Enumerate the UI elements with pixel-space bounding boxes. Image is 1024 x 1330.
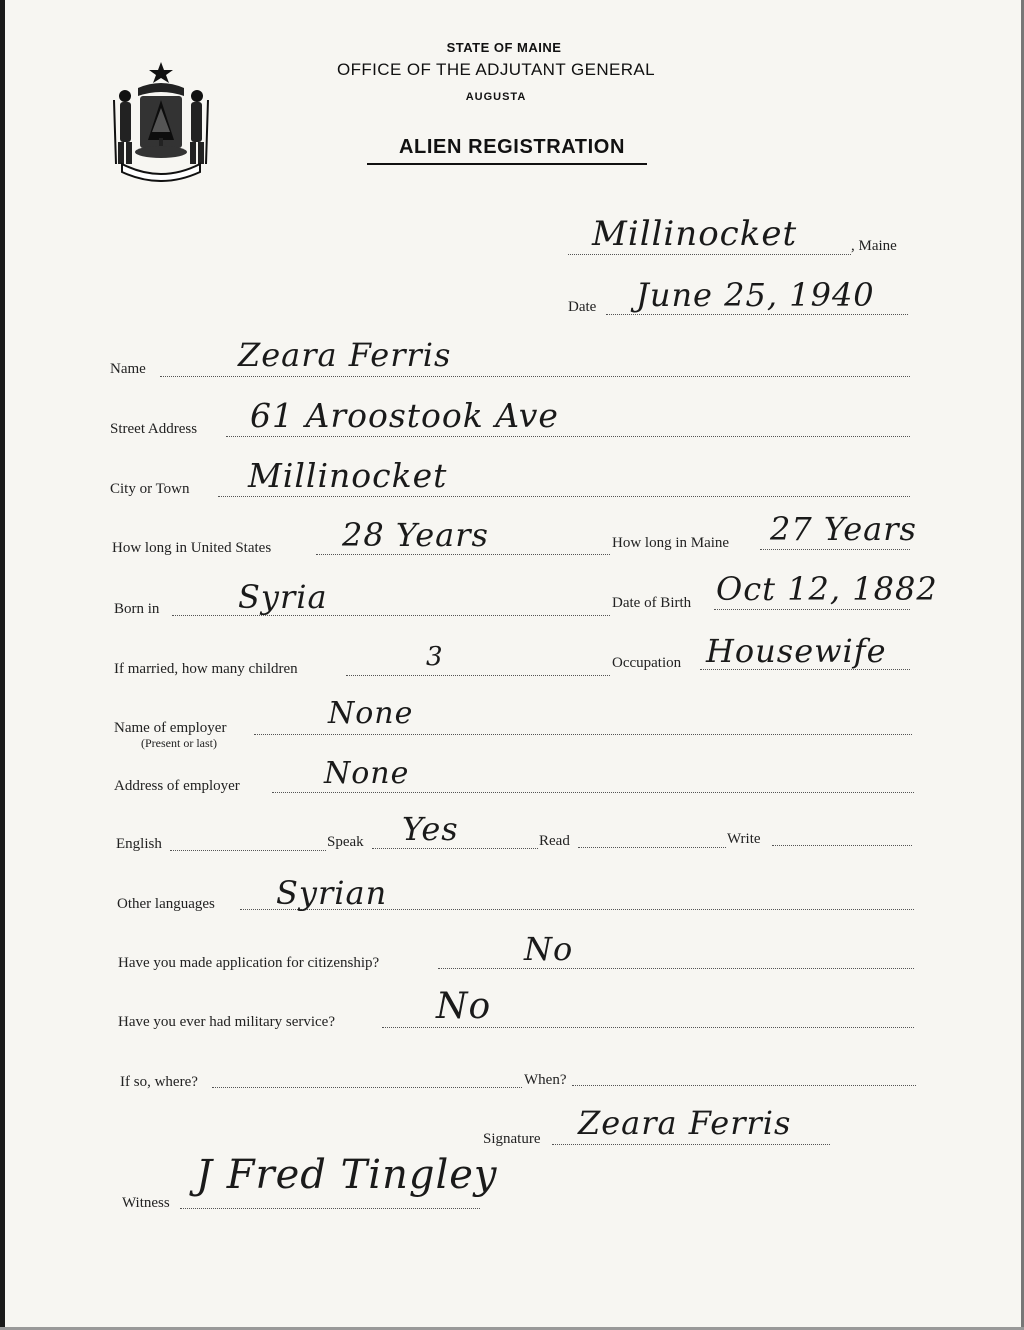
children-label: If married, how many children	[114, 661, 298, 677]
city-line	[218, 496, 910, 497]
speak-line	[372, 848, 538, 849]
military-label: Have you ever had military service?	[118, 1014, 335, 1030]
witness-line	[180, 1208, 480, 1209]
date-label: Date	[568, 299, 597, 315]
street-line	[226, 436, 910, 437]
read-label: Read	[539, 833, 570, 849]
when-label: When?	[524, 1072, 567, 1088]
years-maine-label: How long in Maine	[612, 535, 730, 551]
street-value: 61 Aroostook Ave	[250, 396, 559, 435]
city-heading: AUGUSTA	[465, 91, 527, 103]
place-label: , Maine	[851, 238, 897, 254]
employer-address-value: None	[324, 756, 410, 791]
employer-line	[254, 734, 912, 735]
scan-border-left	[0, 0, 5, 1330]
other-languages-value: Syrian	[276, 874, 388, 912]
employer-label: Name of employer	[114, 720, 227, 736]
years-maine-line	[760, 549, 910, 550]
dob-value: Oct 12, 1882	[716, 570, 938, 608]
date-line	[606, 314, 908, 315]
form-title: ALIEN REGISTRATION	[399, 136, 625, 158]
children-line	[346, 675, 610, 676]
signature-value: Zeara Ferris	[578, 1104, 792, 1142]
place-value: Millinocket	[592, 214, 798, 254]
other-languages-label: Other languages	[117, 896, 215, 912]
when-line	[572, 1085, 916, 1086]
military-value: No	[436, 986, 492, 1027]
office-heading: OFFICE OF THE ADJUTANT GENERAL	[336, 60, 656, 79]
occupation-value: Housewife	[706, 632, 887, 670]
write-line	[772, 845, 912, 846]
children-value: 3	[426, 642, 444, 672]
years-us-line	[316, 554, 610, 555]
military-line	[382, 1027, 914, 1028]
citizenship-line	[438, 968, 914, 969]
years-us-value: 28 Years	[342, 516, 489, 554]
place-line	[568, 254, 851, 255]
state-heading: STATE OF MAINE	[446, 40, 562, 55]
street-label: Street Address	[110, 421, 198, 437]
city-label: City or Town	[110, 481, 190, 497]
employer-sublabel: (Present or last)	[141, 736, 217, 750]
english-label: English	[116, 836, 162, 852]
title-underline	[367, 163, 647, 165]
city-value: Millinocket	[248, 456, 448, 495]
born-in-label: Born in	[114, 601, 160, 617]
read-line	[578, 847, 726, 848]
signature-label: Signature	[483, 1131, 541, 1147]
speak-label: Speak	[327, 834, 364, 850]
years-maine-value: 27 Years	[770, 510, 917, 548]
citizenship-label: Have you made application for citizenship?	[118, 955, 380, 971]
employer-address-label: Address of employer	[114, 778, 240, 794]
dob-label: Date of Birth	[612, 595, 692, 611]
occupation-label: Occupation	[612, 655, 682, 671]
witness-value: J Fred Tingley	[196, 1152, 498, 1198]
english-line	[170, 850, 326, 851]
name-line	[160, 376, 910, 377]
born-in-value: Syria	[238, 578, 328, 616]
years-us-label: How long in United States	[112, 540, 272, 556]
where-line	[212, 1087, 522, 1088]
where-label: If so, where?	[120, 1074, 198, 1090]
date-value: June 25, 1940	[636, 276, 875, 314]
employer-value: None	[328, 696, 414, 731]
dob-line	[714, 609, 910, 610]
name-value: Zeara Ferris	[238, 336, 452, 374]
speak-value: Yes	[402, 810, 459, 848]
witness-label: Witness	[122, 1195, 170, 1211]
signature-line	[552, 1144, 830, 1145]
name-label: Name	[110, 361, 146, 377]
citizenship-value: No	[524, 930, 574, 968]
employer-address-line	[272, 792, 914, 793]
write-label: Write	[727, 831, 761, 847]
